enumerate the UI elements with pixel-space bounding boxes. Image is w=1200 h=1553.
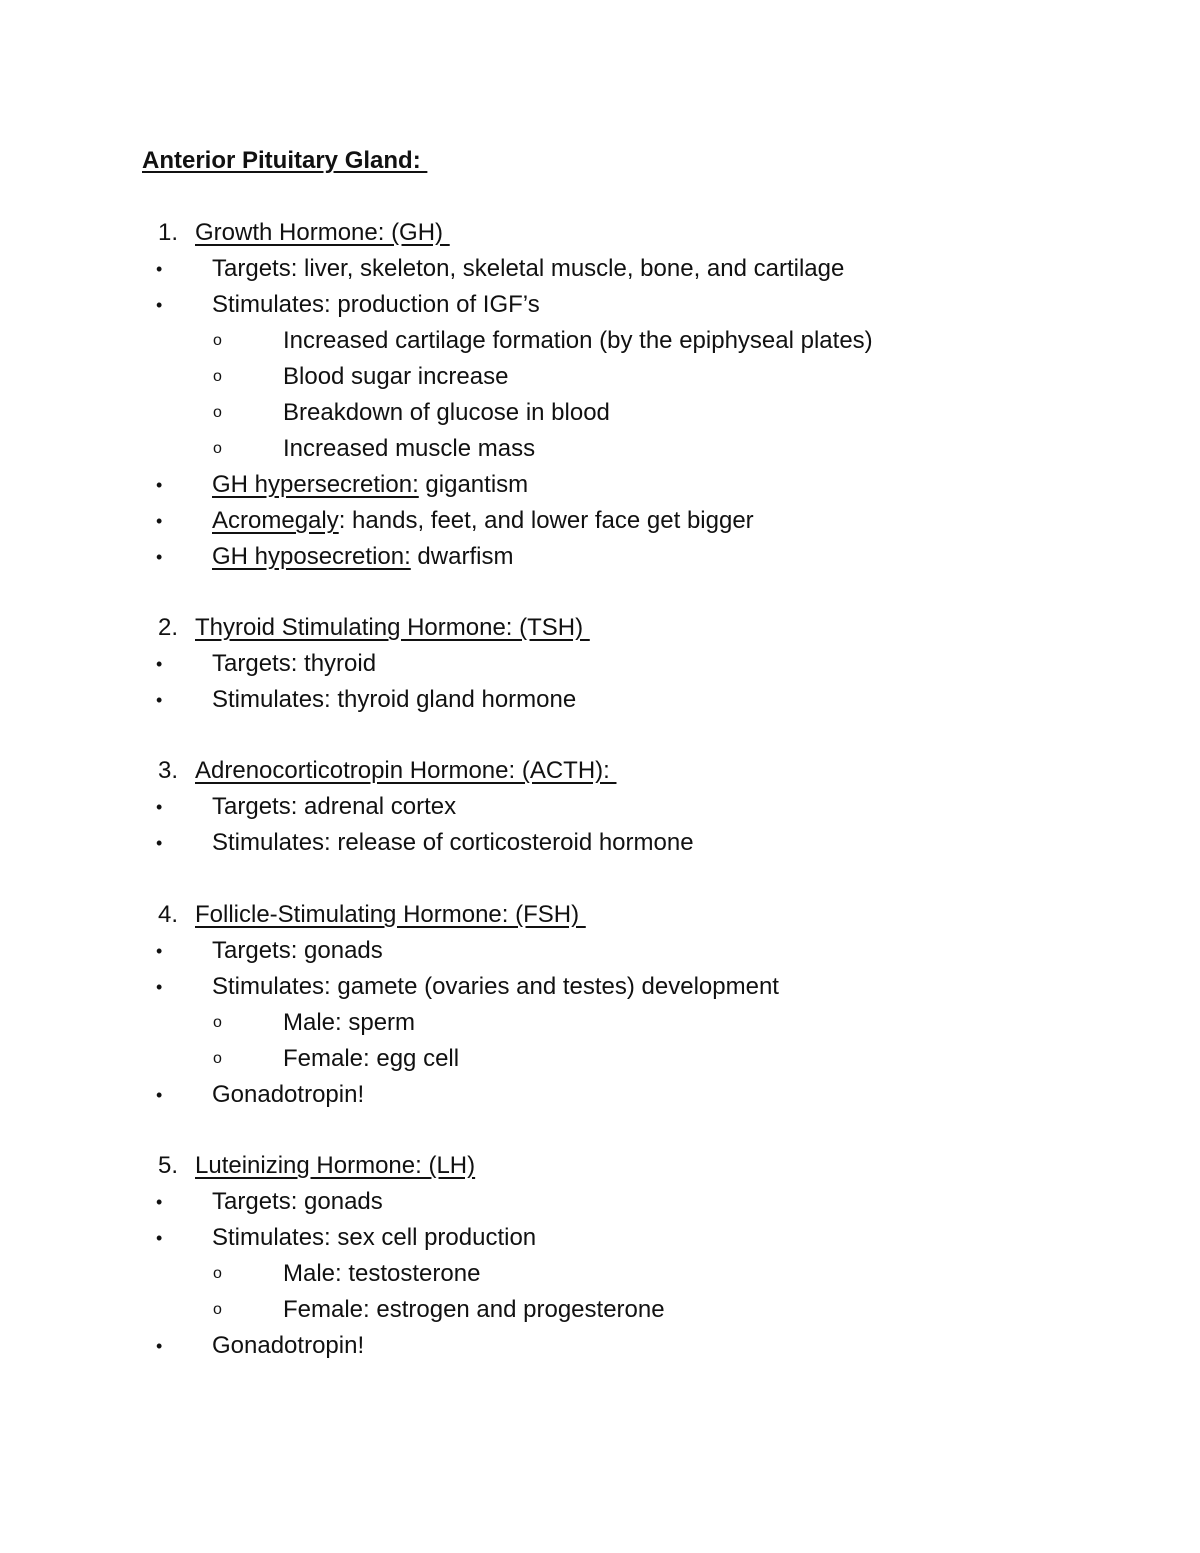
sub-bullet-marker: o [213, 404, 222, 421]
bullet-marker: • [156, 1228, 163, 1248]
item-text: Female: egg cell [283, 1045, 460, 1072]
item-text: Gonadotropin! [212, 1332, 365, 1359]
hormone-section [0, 610, 1200, 718]
section-heading-row [0, 753, 1200, 789]
sub-list-item [0, 1005, 1200, 1041]
section-heading-row [0, 897, 1200, 933]
hormone-section [0, 753, 1200, 861]
item-text [212, 503, 754, 539]
bullet-marker: • [156, 475, 163, 495]
item-text: Stimulates: gamete (ovaries and testes) development [212, 973, 779, 1000]
sub-bullet-marker: o [213, 368, 222, 385]
item-definition: : hands, feet, and lower face get bigger [338, 507, 754, 534]
item-text [212, 539, 513, 575]
bullet-marker: • [156, 1192, 163, 1212]
list-item [0, 933, 1200, 969]
bullet-marker: • [156, 547, 163, 567]
list-item [0, 825, 1200, 861]
item-text: Female: estrogen and progesterone [283, 1296, 665, 1323]
bullet-marker: • [156, 654, 163, 674]
item-text: Stimulates: sex cell production [212, 1224, 537, 1251]
sub-list-item [0, 323, 1200, 359]
item-text: Targets: liver, skeleton, skeletal muscle, bone, and cartilage [212, 255, 845, 282]
item-text: Blood sugar increase [283, 363, 509, 390]
sub-bullet-marker: o [213, 440, 222, 457]
list-item [0, 682, 1200, 718]
hormone-section [0, 215, 1200, 575]
bullet-marker: • [156, 833, 163, 853]
item-term: GH hyposecretion: [212, 543, 411, 570]
sub-bullet-marker: o [213, 1265, 222, 1282]
document-title: Anterior Pituitary Gland: [142, 147, 428, 174]
item-text [212, 467, 528, 503]
list-item [0, 1184, 1200, 1220]
item-term: Acromegaly [212, 507, 339, 534]
item-definition: gigantism [418, 471, 529, 498]
item-text: Targets: thyroid [212, 650, 377, 677]
bullet-marker: • [156, 1085, 163, 1105]
list-item [0, 1328, 1200, 1364]
item-text: Targets: gonads [212, 937, 383, 964]
sub-bullet-marker: o [213, 332, 222, 349]
item-text: Stimulates: production of IGF’s [212, 291, 540, 318]
item-text: Targets: adrenal cortex [212, 793, 457, 820]
list-item [0, 287, 1200, 323]
item-text: Increased muscle mass [283, 435, 536, 462]
sub-bullet-marker: o [213, 1014, 222, 1031]
bullet-marker: • [156, 941, 163, 961]
list-item [0, 503, 1200, 539]
sub-list-item [0, 359, 1200, 395]
section-heading: Growth Hormone: (GH) [195, 219, 450, 246]
section-number: 5. [158, 1152, 179, 1179]
sub-list-item [0, 431, 1200, 467]
section-heading-row [0, 1148, 1200, 1184]
section-heading: Thyroid Stimulating Hormone: (TSH) [195, 614, 590, 641]
list-item [0, 1220, 1200, 1256]
list-item [0, 969, 1200, 1005]
section-heading: Adrenocorticotropin Hormone: (ACTH): [195, 757, 617, 784]
section-heading: Luteinizing Hormone: (LH) [195, 1152, 476, 1179]
sub-list-item [0, 1256, 1200, 1292]
hormone-section [0, 1148, 1200, 1364]
item-text: Gonadotropin! [212, 1081, 365, 1108]
section-number: 1. [158, 219, 179, 246]
hormone-section [0, 897, 1200, 1113]
item-definition: dwarfism [410, 543, 514, 570]
bullet-marker: • [156, 797, 163, 817]
bullet-marker: • [156, 259, 163, 279]
section-heading-row [0, 610, 1200, 646]
section-number: 3. [158, 757, 179, 784]
list-item [0, 467, 1200, 503]
list-item [0, 789, 1200, 825]
sub-bullet-marker: o [213, 1050, 222, 1067]
section-number: 4. [158, 901, 179, 928]
item-text: Stimulates: release of corticosteroid hormone [212, 829, 694, 856]
list-item [0, 539, 1200, 575]
bullet-marker: • [156, 295, 163, 315]
item-text: Male: testosterone [283, 1260, 481, 1287]
sub-list-item [0, 395, 1200, 431]
bullet-marker: • [156, 511, 163, 531]
bullet-marker: • [156, 1336, 163, 1356]
list-item [0, 251, 1200, 287]
sub-bullet-marker: o [213, 1301, 222, 1318]
item-text: Breakdown of glucose in blood [283, 399, 610, 426]
bullet-marker: • [156, 977, 163, 997]
section-heading-row [0, 215, 1200, 251]
sub-list-item [0, 1041, 1200, 1077]
item-term: GH hypersecretion: [212, 471, 419, 498]
item-text: Targets: gonads [212, 1188, 383, 1215]
sub-list-item [0, 1292, 1200, 1328]
list-item [0, 646, 1200, 682]
bullet-marker: • [156, 690, 163, 710]
item-text: Increased cartilage formation (by the epiphyseal plates) [283, 327, 873, 354]
section-heading: Follicle-Stimulating Hormone: (FSH) [195, 901, 586, 928]
item-text: Stimulates: thyroid gland hormone [212, 686, 577, 713]
item-text: Male: sperm [283, 1009, 416, 1036]
list-item [0, 1077, 1200, 1113]
section-number: 2. [158, 614, 179, 641]
